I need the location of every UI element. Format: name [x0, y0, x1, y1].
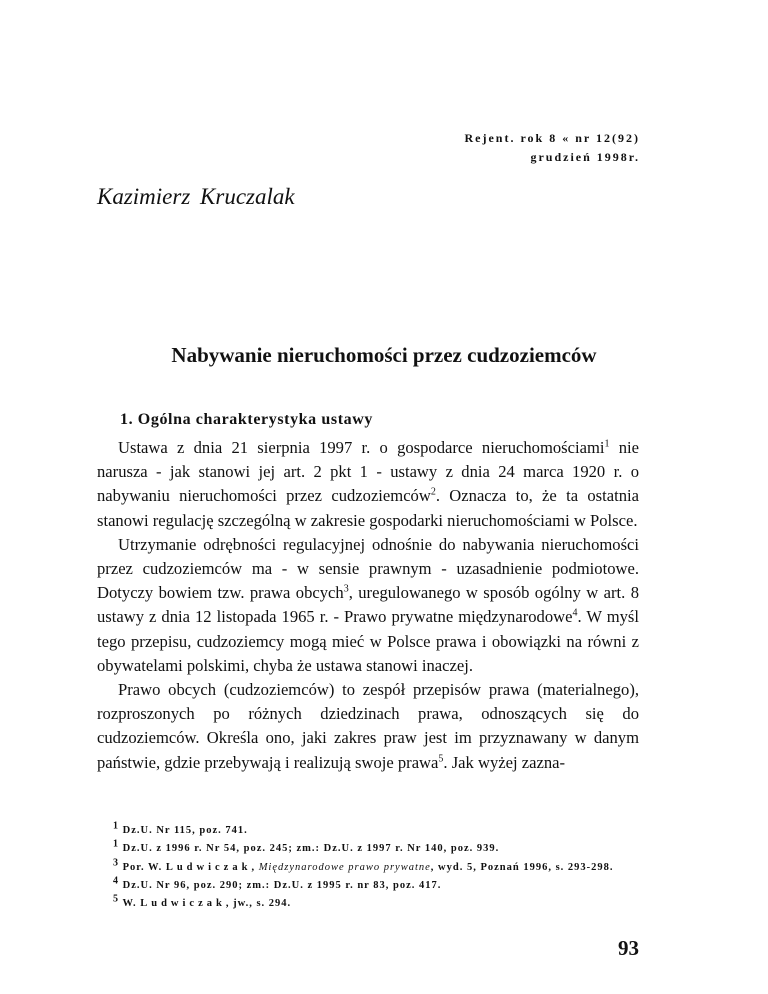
footnote-ref: 5	[438, 753, 444, 765]
paragraph: Prawo obcych (cudzoziemców) to zespół przepisów prawa (materialnego), rozproszonych po różnych dziedzinach prawa, odnoszących się do cudzoziemców. Określa ono, jaki zakres praw jest im przyznawany w danym państwie, gdzie przebywają i realizują swoje prawa$^5$. Jak wyżej zazna-	[97, 680, 639, 772]
footnote-ref: 1	[604, 438, 610, 450]
page-number: 93	[618, 936, 639, 960]
footnote: $^1$ Dz.U. Nr 115, poz. 741.	[113, 820, 248, 836]
article-title: Nabywanie nieruchomości przez cudzoziemców	[171, 343, 597, 367]
footnote: $^5$ W. Ludwiczak, jw., s. 294.	[113, 893, 292, 910]
footnote: $^4$ Dz.U. Nr 96, poz. 290; zm.: Dz.U. z 1995 r. nr 83, poz. 417.	[113, 875, 442, 891]
paragraph: Ustawa z dnia 21 sierpnia 1997 r. o gospodarce nieruchomościami$^1$ nie narusza - jak stanowi jej art. 2 pkt 1 - ustawy z dnia 24 marca 1920 r. o nabywaniu nieruchomości przez cudzoziemców$^2$. Oznacza to, że ta ostatnia stanowi regulację szczególną w zakresie gospodarki nieruchomościami w Polsce.	[97, 438, 639, 530]
journal-header: Rejent. rok 8 « nr 12(92)	[464, 131, 640, 145]
section-heading: 1. Ogólna charakterystyka ustawy	[120, 411, 373, 428]
paragraph: Utrzymanie odrębności regulacyjnej odnośnie do nabywania nieruchomości przez cudzoziemców ma - w sensie prawnym - uzasadnienie podmiotowe. Dotyczy bowiem tzw. prawa obcych$^3$, uregulowanego w sposób ogólny w art. 8 ustawy z dnia 12 listopada 1965 r. - Prawo prywatne międzynarodowe$^4$. W myśl tego przepisu, cudzoziemcy mogą mieć w Polsce prawa i obowiązki na równi z obywatelami polskimi, chyba że ustawa stanowi inaczej.	[97, 534, 639, 675]
footnote: $^1$ Dz.U. z 1996 r. Nr 54, poz. 245; zm.: Dz.U. z 1997 r. Nr 140, poz. 939.	[113, 838, 500, 855]
issue-date: grudzień 1998r.	[530, 150, 640, 164]
footnotes	[97, 822, 639, 913]
footnote: $^3$ Por. W. Ludwiczak, Międzynarodowe prawo prywatne, wyd. 5, Poznań 1996, s. 293-298.	[113, 857, 614, 873]
footnote-ref: 2	[430, 486, 436, 498]
footnote-ref: 4	[572, 607, 578, 619]
author-name: Kazimierz Kruczalak	[97, 184, 295, 209]
footnote-ref: 3	[343, 583, 349, 595]
article-body	[97, 436, 639, 775]
